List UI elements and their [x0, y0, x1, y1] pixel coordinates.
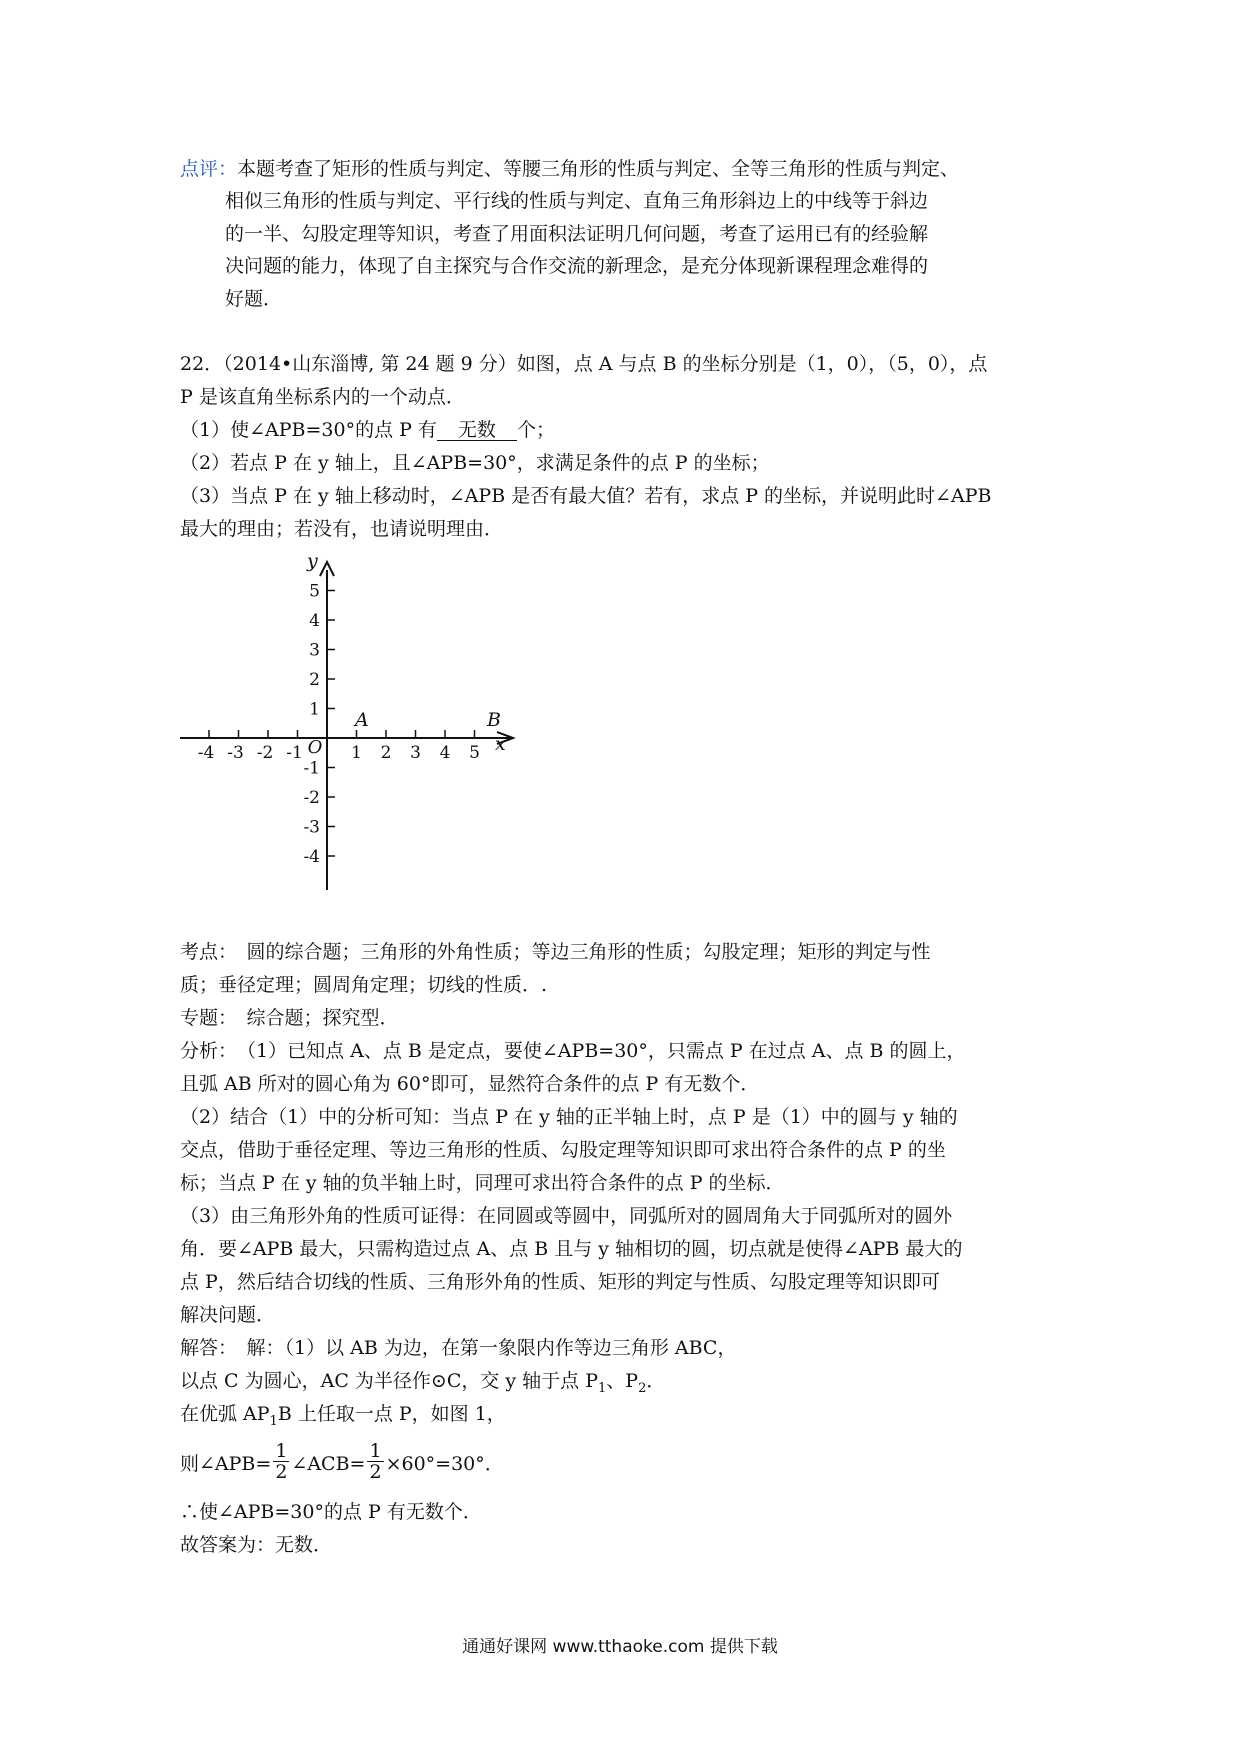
- subscript-2: 2: [638, 1380, 647, 1396]
- y-tick-label: 5: [309, 581, 320, 602]
- fenxi-part3-line-2: 角．要∠APB 最大，只需构造过点 A、点 B 且与 y 轴相切的圆，切点就是使得∠APB 最大的: [180, 1238, 963, 1260]
- fenxi-part2-line-1: （2）结合（1）中的分析可知：当点 P 在 y 轴的正半轴上时，点 P 是（1）中的圆与 y 轴的: [180, 1106, 958, 1128]
- solution-line-5: ∴使∠APB=30°的点 P 有无数个．: [180, 1501, 482, 1523]
- kaodian-line-1: 考点： 圆的综合题；三角形的外角性质；等边三角形的性质；勾股定理；矩形的判定与性: [180, 941, 931, 963]
- equation-part-3: ×60°=30°．: [385, 1453, 504, 1475]
- y-tick-label: 1: [309, 699, 320, 720]
- coordinate-figure: [175, 550, 525, 895]
- review-line-5: 好题．: [225, 288, 283, 310]
- fraction-2: [367, 1441, 383, 1482]
- fenxi-part3-line-4: 解决问题．: [180, 1304, 276, 1326]
- subscript-1: 1: [598, 1380, 607, 1396]
- y-tick-label: -3: [303, 817, 320, 838]
- question-2: （2）若点 P 在 y 轴上，且∠APB=30°，求满足条件的点 P 的坐标；: [180, 452, 770, 474]
- solution-line-2-prefix: 以点 C 为圆心，AC 为半径作⊙C，交 y 轴于点 P: [180, 1370, 599, 1392]
- y-axis-label: y: [307, 550, 318, 572]
- review-line-1: [180, 157, 959, 181]
- origin-label: O: [307, 737, 323, 758]
- x-tick-label: -2: [256, 743, 274, 763]
- y-tick-label: -4: [303, 847, 320, 867]
- solution-line-3: [180, 1402, 506, 1434]
- fenxi-part2-line-3: 标；当点 P 在 y 轴的负半轴上时，同理可求出符合条件的点 P 的坐标．: [180, 1172, 785, 1194]
- review-line-2: 相似三角形的性质与判定、平行线的性质与判定、直角三角形斜边上的中线等于斜边: [225, 190, 929, 212]
- x-tick-label: 1: [351, 743, 362, 763]
- question-1-answer: 无数: [437, 420, 517, 441]
- x-tick-marks: [209, 730, 475, 738]
- point-a-label: A: [355, 709, 369, 731]
- fenxi-line-2: 且弧 AB 所对的圆心角为 60°即可，显然符合条件的点 P 有无数个．: [180, 1073, 760, 1095]
- solution-line-6: 故答案为：无数．: [180, 1534, 333, 1556]
- y-tick-label: 4: [309, 611, 320, 631]
- solution-line-3-suffix: B 上任取一点 P，如图 1，: [277, 1403, 506, 1425]
- problem-line-2: P 是该直角坐标系内的一个动点．: [180, 386, 465, 408]
- point-b-label: B: [487, 709, 501, 731]
- review-line-3: 的一半、勾股定理等知识，考查了用面积法证明几何问题，考查了运用已有的经验解: [225, 223, 929, 245]
- y-tick-label: 2: [309, 670, 320, 690]
- question-3-line-1: （3）当点 P 在 y 轴上移动时，∠APB 是否有最大值？若有，求点 P 的坐标，并说明此时∠APB: [180, 485, 992, 507]
- fenxi-part2-line-2: 交点，借助于垂径定理、等边三角形的性质、勾股定理等知识即可求出符合条件的点 P 的坐: [180, 1139, 946, 1161]
- subscript-p1: 1: [269, 1413, 278, 1429]
- solution-line-3-prefix: 在优弧 AP: [180, 1403, 270, 1425]
- fraction-2-denominator: 2: [369, 1460, 382, 1483]
- fenxi-part3-line-3: 点 P，然后结合切线的性质、三角形外角的性质、矩形的判定与性质、勾股定理等知识即可: [180, 1271, 940, 1293]
- solution-equation: [180, 1439, 504, 1486]
- zhuanti-line: 专题： 综合题；探究型．: [180, 1007, 399, 1029]
- solution-line-1: 解答： 解：（1）以 AB 为边，在第一象限内作等边三角形 ABC，: [180, 1337, 737, 1359]
- x-tick-label: 4: [439, 743, 451, 763]
- fraction-1-denominator: 2: [275, 1460, 288, 1483]
- question-1-suffix: 个；: [516, 419, 555, 441]
- equation-part-1: 则∠APB=: [180, 1453, 272, 1475]
- question-3-line-2: 最大的理由；若没有，也请说明理由．: [180, 518, 504, 540]
- x-tick-label: 3: [410, 743, 421, 763]
- solution-line-2-suffix: ．: [646, 1370, 666, 1392]
- fraction-1: [273, 1441, 289, 1482]
- review-line-4: 决问题的能力，体现了自主探究与合作交流的新理念，是充分体现新课程理念难得的: [225, 255, 929, 277]
- problem-line-1: 22．（2014•山东淄博, 第 24 题 9 分）如图，点 A 与点 B 的坐标分别是（1，0），（5，0），点: [180, 353, 988, 375]
- y-tick-label: 3: [309, 640, 320, 661]
- fenxi-line-1: 分析： （1）已知点 A、点 B 是定点，要使∠APB=30°，只需点 P 在过点 A、点 B 的圆上，: [180, 1040, 966, 1062]
- solution-line-2-mid: 、P: [606, 1370, 639, 1392]
- equation-part-2: ∠ACB=: [291, 1453, 366, 1475]
- fraction-2-numerator: 1: [369, 1439, 382, 1462]
- x-tick-label: -4: [197, 743, 215, 763]
- x-tick-label: -1: [286, 743, 303, 763]
- page-footer: 通通好课网 www.tthaoke.com 提供下载: [462, 1637, 778, 1657]
- x-axis-label: x: [495, 733, 506, 755]
- x-tick-label: 5: [469, 743, 480, 763]
- kaodian-line-2: 质；垂径定理；圆周角定理；切线的性质．.: [180, 974, 548, 996]
- x-tick-label: -3: [227, 743, 244, 763]
- review-text: 本题考查了矩形的性质与判定、等腰三角形的性质与判定、全等三角形的性质与判定、: [237, 158, 960, 180]
- solution-line-2: [180, 1369, 665, 1401]
- x-tick-label: 2: [380, 743, 392, 763]
- y-tick-label: -1: [303, 758, 320, 779]
- question-1: [180, 418, 555, 442]
- y-tick-label: -2: [303, 788, 320, 808]
- y-tick-marks: [327, 591, 335, 857]
- question-1-prefix: （1）使∠APB=30°的点 P 有: [180, 419, 437, 441]
- fraction-1-numerator: 1: [275, 1439, 288, 1462]
- fenxi-part3-line-1: （3）由三角形外角的性质可证得：在同圆或等圆中，同弧所对的圆周角大于同弧所对的圆外: [180, 1205, 953, 1227]
- review-label: 点评：: [180, 158, 238, 180]
